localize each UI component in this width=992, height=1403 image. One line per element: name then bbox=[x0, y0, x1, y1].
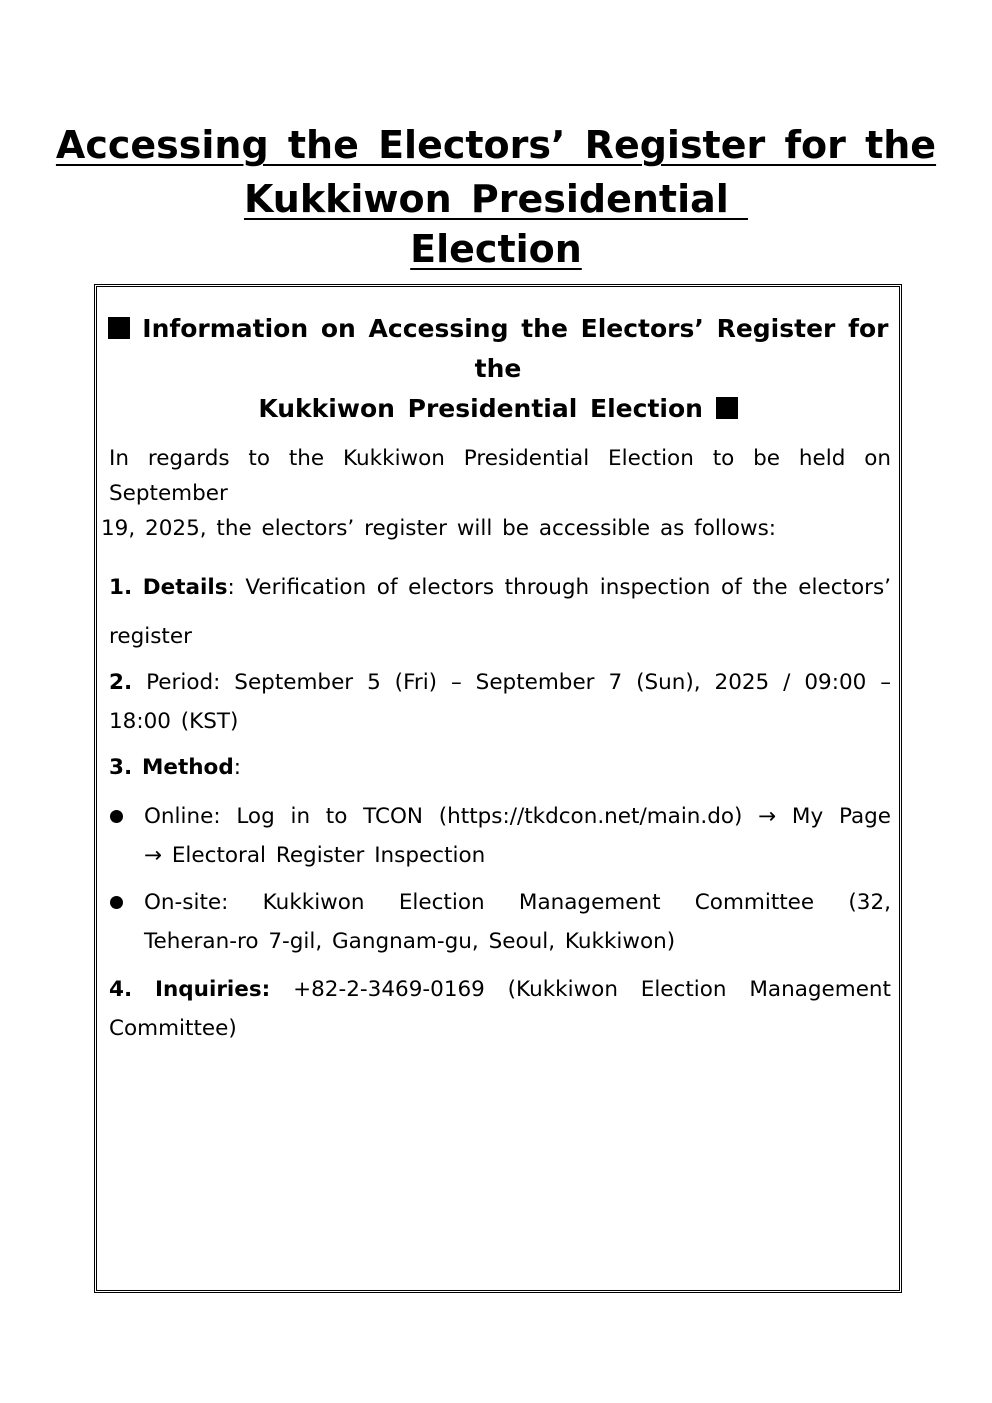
title-line-1: Accessing the Electors’ Register for the bbox=[55, 123, 937, 167]
onsite-line-2: Teheran-ro 7-gil, Gangnam-gu, Seoul, Kukkiwon) bbox=[144, 929, 676, 954]
title-line-3: Election bbox=[410, 227, 582, 271]
intro-paragraph bbox=[101, 441, 891, 546]
inquiries-item bbox=[109, 970, 891, 1048]
bullet-dot-icon bbox=[110, 896, 123, 909]
period-line-2: 18:00 (KST) bbox=[109, 709, 239, 734]
method-onsite-bullet bbox=[109, 883, 891, 961]
online-line-2: → Electoral Register Inspection bbox=[144, 843, 486, 868]
notice-heading bbox=[97, 309, 899, 429]
black-square-icon bbox=[108, 317, 130, 339]
period-number: 2. bbox=[109, 670, 133, 695]
details-item bbox=[109, 563, 891, 661]
intro-line-2: 19, 2025, the electors’ register will be accessible as follows: bbox=[101, 516, 777, 541]
online-line-1: Online: Log in to TCON (https://tkdcon.net/main.do) → My Page bbox=[144, 804, 891, 829]
intro-line-1: In regards to the Kukkiwon Presidential Election to be held on September bbox=[109, 446, 891, 506]
document-title bbox=[0, 118, 992, 276]
details-number: 1. bbox=[109, 575, 133, 600]
black-square-icon bbox=[716, 397, 738, 419]
inquiries-line-1 bbox=[109, 970, 891, 1009]
period-line-1 bbox=[109, 663, 891, 702]
period-text: Period: September 5 (Fri) – September 7 (Sun), 2025 / 09:00 – bbox=[146, 670, 891, 695]
inquiries-line-2: Committee) bbox=[109, 1016, 237, 1041]
bullet-dot-icon bbox=[110, 810, 123, 823]
method-item bbox=[109, 748, 891, 787]
notice-heading-line-1: Information on Accessing the Electors’ Register for the bbox=[97, 309, 899, 389]
inquiries-number: 4. bbox=[109, 977, 133, 1002]
inquiries-text: +82-2-3469-0169 (Kukkiwon Election Management bbox=[293, 977, 891, 1002]
details-text: : Verification of electors through inspection of the electors’ bbox=[227, 575, 891, 600]
method-label: Method bbox=[141, 755, 234, 780]
details-line-1 bbox=[109, 563, 891, 612]
period-item bbox=[109, 663, 891, 741]
notice-box bbox=[94, 284, 902, 1293]
inquiries-label: Inquiries: bbox=[154, 977, 271, 1002]
method-suffix: : bbox=[233, 755, 241, 780]
onsite-line-1: On-site: Kukkiwon Election Management Committee (32, bbox=[144, 890, 891, 915]
method-number: 3. bbox=[109, 755, 133, 780]
details-line-2: register bbox=[109, 624, 192, 649]
notice-heading-line-2: Kukkiwon Presidential Election bbox=[97, 389, 899, 429]
method-online-bullet bbox=[109, 797, 891, 875]
details-label: Details bbox=[142, 575, 228, 600]
title-line-2: Kukkiwon Presidential bbox=[243, 177, 748, 221]
